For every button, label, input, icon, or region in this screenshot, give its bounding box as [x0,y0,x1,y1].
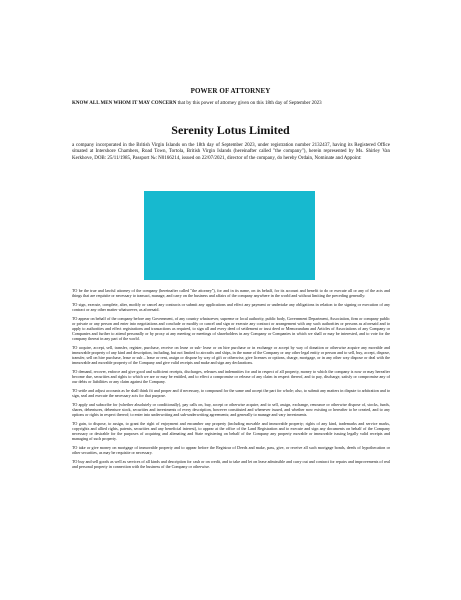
opening-rest: that by this power of attorney given on this 18th day of September 2023 [176,101,322,106]
intro-paragraph: a company incorporated in the British Virgin Islands on the 18th day of September 2023, under registration number 2132437, having its Registered Office situated at Intershore Chambers, Road Town, Tortola, British Virgin Islands (hereinafter called "the company"), herein represented by Ms. Shirley Van Kerkhove, DOB: 25/11/1985, Passport №: N0166214, issued on 22/07/2021, director of the company, do hereby Ordain, Nominate and Appoint: [72,143,390,161]
opening-lead: KNOW ALL MEN WHOM IT MAY CONCERN [72,101,177,106]
clause-9: TO take or give money on mortgage of immovable property and to appear before the Registrar of Deeds and make, pass, give, or receive all such mortgage bonds, deeds of hypothecation or other securities, as may be requisite or necessary. [72,445,390,455]
attorney-photo [144,191,315,280]
clause-6: TO settle and adjust accounts as he shall think fit and proper and if necessary, to compound for the same and accept the part for whole; also, to submit any matters in dispute to arbitration and to sign, seal and execute the necessary acts for that purpose. [72,388,390,398]
company-name: Serenity Lotus Limited [171,123,290,137]
clauses-list [72,288,390,473]
clause-1: TO be the true and lawful attorney of the company (hereinafter called "the attorney"), for and in its name, on its behalf, for its account and benefit to do or execute all or any of the acts and things that are requisite or necessary to transact, manage, and carry on the business and affairs of the company anywhere in the world and without limiting the preceding generally: [72,288,390,298]
clause-5: TO demand, recover, enforce and give good and sufficient receipts, discharges, releases and indemnities for and in respect of all property, money to which the company is now or may hereafter become due, securities and rights to which we are or may be entitled, and to effect a compromise or release of any claim in respect thereof, and to pay, discharge, satisfy or compromise any of our debts or liabilities or any claim against the Company. [72,369,390,384]
clause-2: TO sign, execute, complete, alter, modify or cancel any contracts or submit any applications and effect any payment or undertake any obligations in relation to the signing or execution of any contract or any other matter whatsoever, as aforesaid. [72,302,390,312]
clause-7: TO apply and subscribe for (whether absolutely or conditionally), pay calls on, buy, accept or otherwise acquire, and to sell, assign, exchange, renounce or otherwise dispose of, stocks, funds, shares, debentures, debenture stock, securities and investments of every description, however constituted and whenever issued, and whether now existing or hereafter to be created, and to any options or rights in respect thereof; to enter into underwriting and sub-underwriting agreements; and generally to manage and vary investments. [72,402,390,417]
clause-3: TO appear on behalf of the company before any Government, of any country whatsoever, supreme or local authority, public body, Government Department, Association, firm or company public or private or any person and enter into negotiations and conclude or modify or cancel and sign or execute any contract or arrangement with any such authorities or persons as aforesaid and to apply to authorities and effect registrations and transactions as required, to sign all and every deed of settlement or trust deed or Memorandum and Articles of Associations of any Company or Companies and further to attend personally or by proxy at any meeting or meetings of shareholders in any Company or Companies in which we shall or may be interested, and to vote for the company thereat in any part of the world. [72,316,390,341]
clause-10: TO buy and sell goods as well as services of all kinds and description for cash or on credit, and to take and let on lease admissible and carry out and contract for repairs and improvements of real and personal property in connection with the business of the Company or otherwise. [72,459,390,469]
clause-8: TO gain, to dispose, to assign, to grant the right of enjoyment and encumber any property (including movable and immovable property; rights of any kind, trademarks and service marks, copyrights and allied rights, patents, securities and any beneficial interest), to appear at the office of the Land Registration and to execute and sign any documents on behalf of the Company necessary or desirable for the purposes of acquiring and alienating and State registering on behalf of the Company any property movable or immovable issuing legally valid receipts and managing of such property. [72,421,390,441]
document-title: POWER OF ATTORNEY [190,87,271,95]
opening-statement [72,101,390,108]
clause-4: TO acquire, accept, sell, transfer, register, purchase, receive on lease or sub- lease or on hire purchase or in exchange or accept by way of donation or otherwise acquire any movable and immovable property of any kind and description, including, but not limited to aircrafts and ships, in the name of the Company or any other legal entity or person and to sell, buy, accept, dispose, transfer, sell on hire purchase, lease or sub – lease or rent, assign or dispose by way of gift or otherwise, give licenses or options, charge, mortgage, or in any other way dispose or deal with the immovable and movable property of the Company and give valid receipts and make and sign any declarations. [72,345,390,365]
